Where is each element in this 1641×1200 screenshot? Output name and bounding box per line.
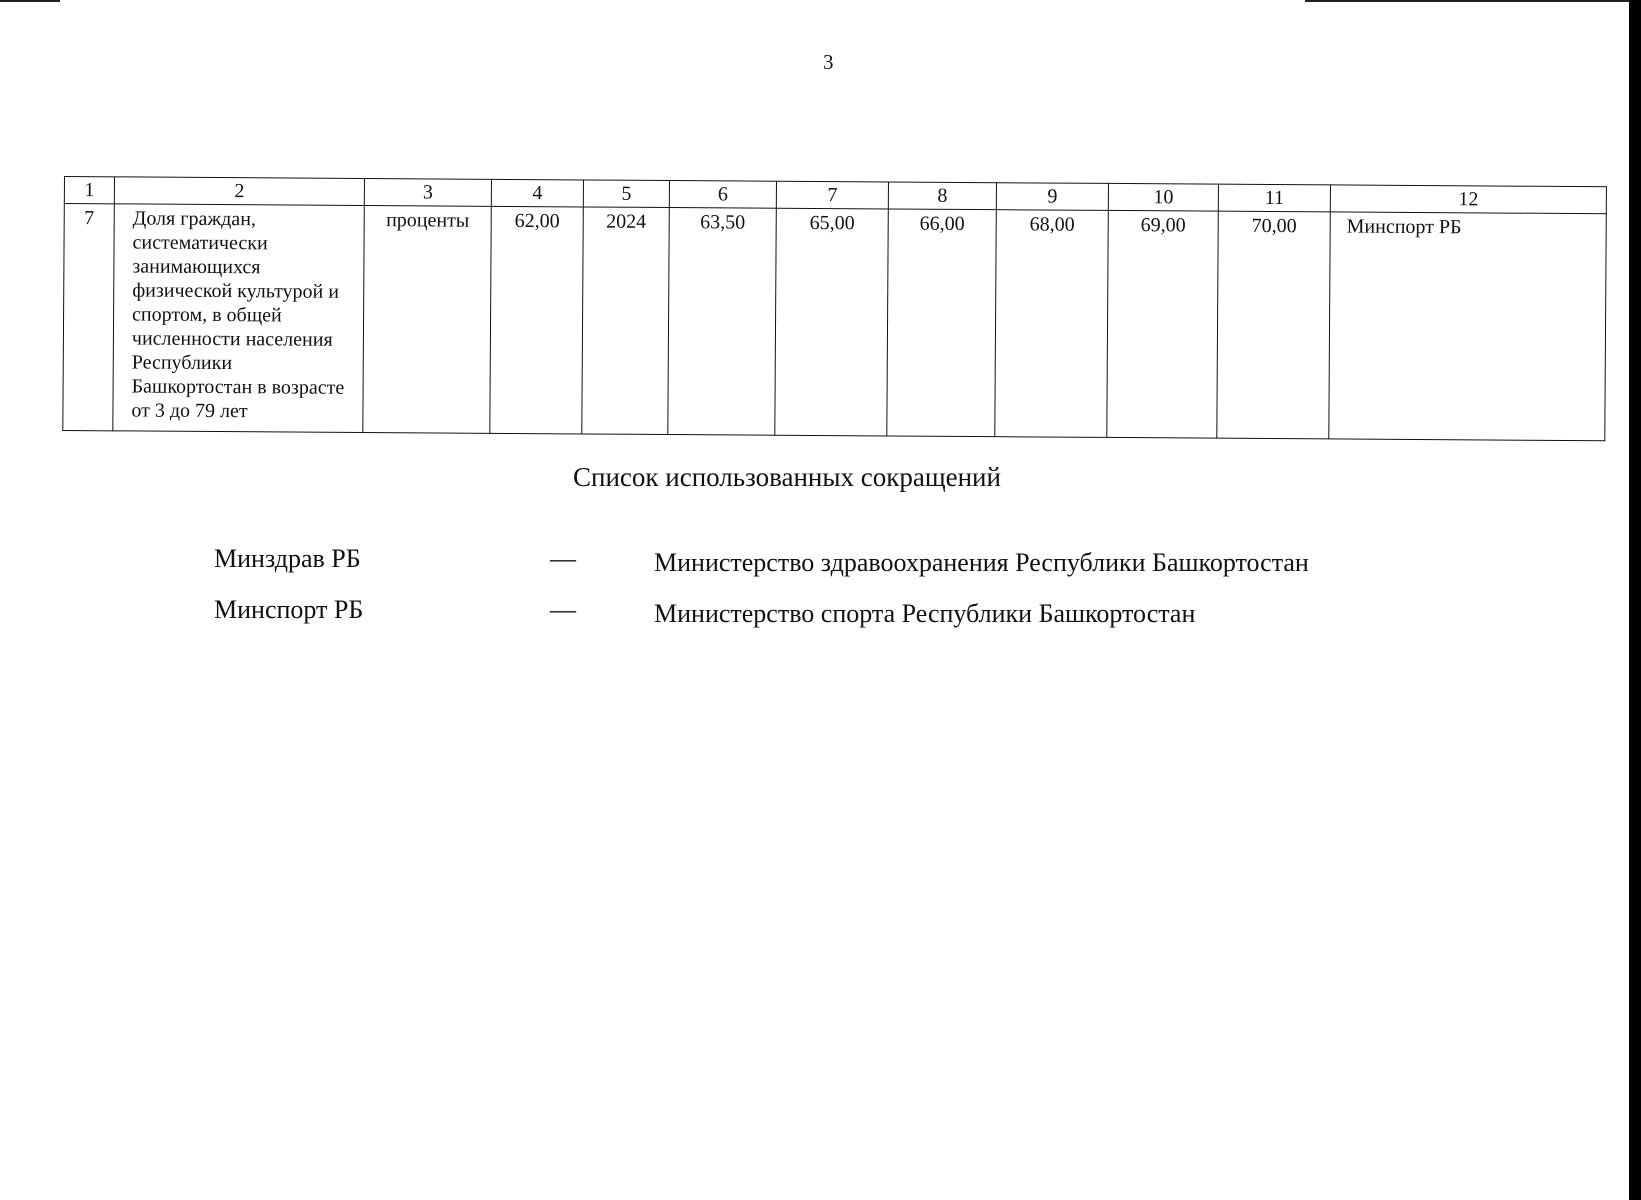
indicator-table <box>62 176 1607 441</box>
scan-edge <box>1629 0 1641 1200</box>
abbreviation-short: Минздрав РБ <box>214 544 361 573</box>
value-cell: 63,50 <box>668 208 777 436</box>
base-year-cell: 2024 <box>582 207 670 435</box>
abbreviation-short: Минспорт РБ <box>214 595 364 624</box>
header-cell: 5 <box>583 180 669 208</box>
value-cell: 68,00 <box>995 210 1109 438</box>
header-cell: 12 <box>1330 185 1606 214</box>
header-cell: 8 <box>888 182 996 210</box>
value-cell: 69,00 <box>1107 210 1219 438</box>
header-cell: 9 <box>996 183 1108 211</box>
responsible-cell: Минспорт РБ <box>1329 212 1606 441</box>
header-cell: 3 <box>364 178 491 206</box>
value-cell: 70,00 <box>1217 211 1331 439</box>
indicator-name: Доля граждан, систематически занимающихся физической культурой и спортом, в общей численности населения Республики Башкортостан в возрасте от 3 до 79 лет <box>113 204 365 433</box>
abbreviation-full: Министерство здравоохранения Республики Башкортостан <box>654 548 1309 577</box>
abbreviation-item <box>214 595 1414 631</box>
header-cell: 6 <box>669 181 776 209</box>
scan-edge <box>1305 0 1641 2</box>
header-cell: 10 <box>1108 183 1218 211</box>
table-row <box>63 204 1606 441</box>
header-cell: 4 <box>491 179 583 207</box>
value-cell: 65,00 <box>775 208 889 436</box>
abbreviation-dash: — <box>550 544 576 573</box>
abbreviation-item <box>214 544 1414 580</box>
value-cell: 66,00 <box>887 209 997 437</box>
header-cell: 11 <box>1218 184 1330 212</box>
scan-edge <box>0 0 60 2</box>
header-cell: 7 <box>776 181 888 209</box>
base-value-cell: 62,00 <box>490 206 584 434</box>
abbreviation-dash: — <box>550 595 576 624</box>
header-cell: 1 <box>64 177 114 204</box>
abbreviations-title: Список использованных сокращений <box>573 462 1001 492</box>
page-number: 3 <box>823 50 834 74</box>
unit-cell: проценты <box>363 205 492 433</box>
row-number: 7 <box>63 204 115 431</box>
header-cell: 2 <box>114 177 364 206</box>
abbreviation-full: Министерство спорта Республики Башкортостан <box>654 599 1196 628</box>
